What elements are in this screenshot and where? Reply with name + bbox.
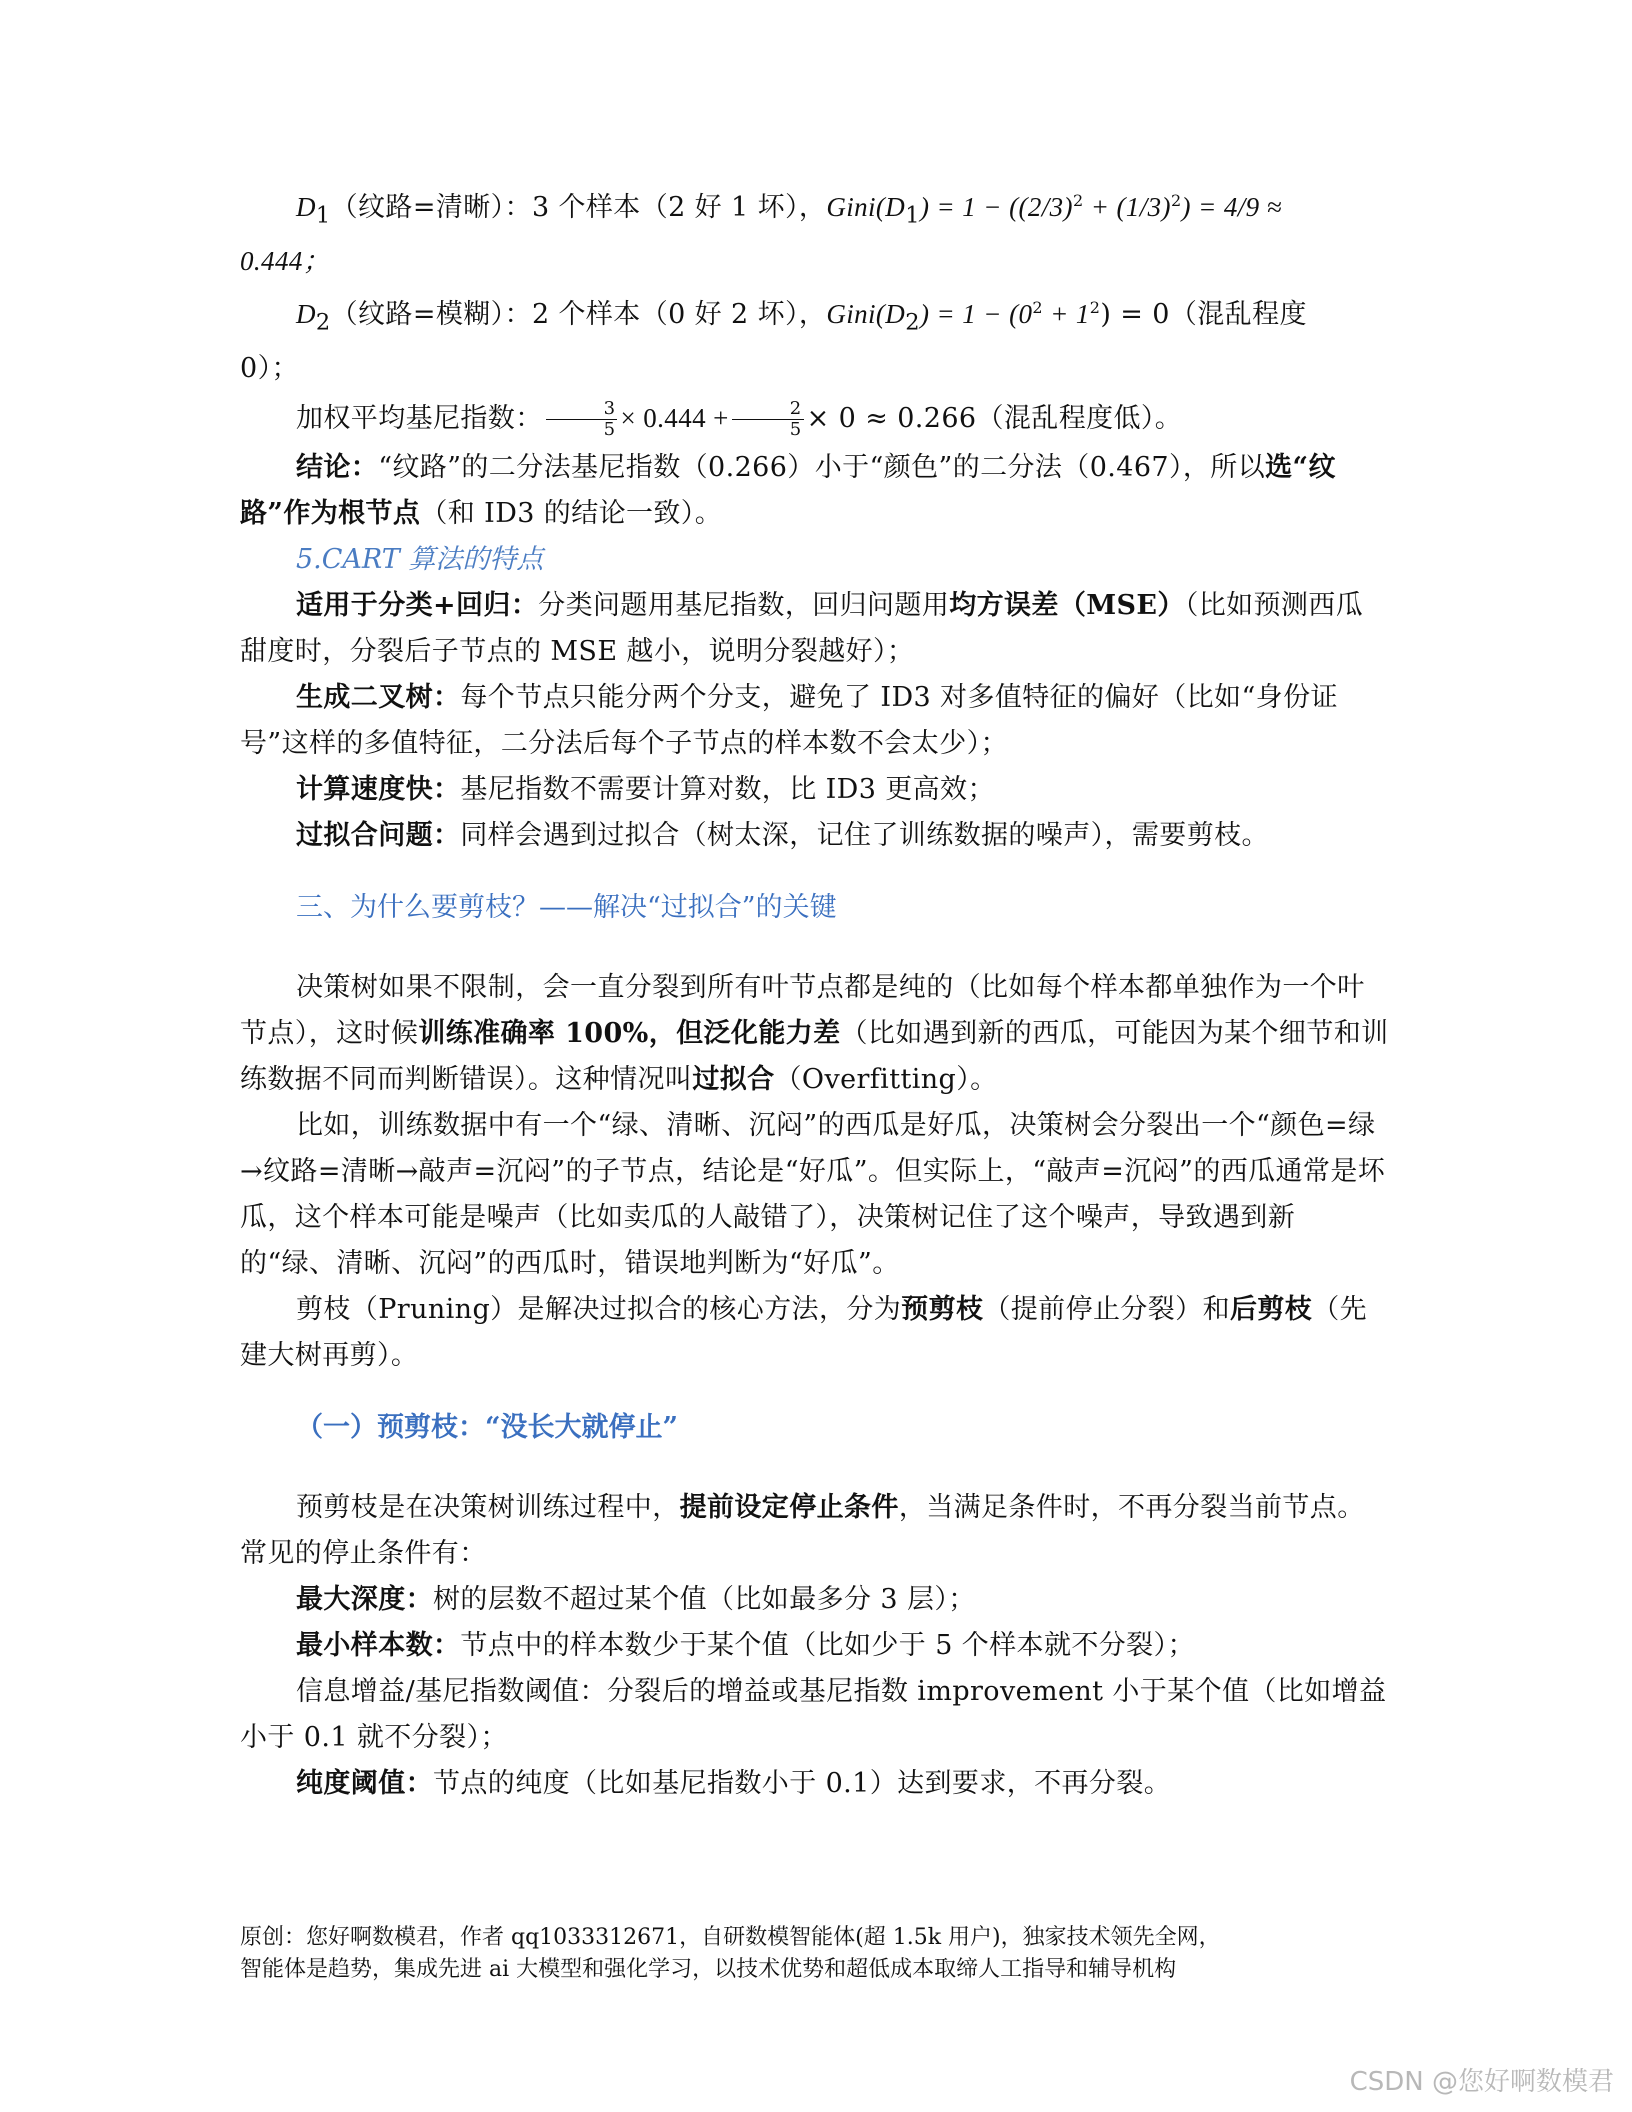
math-text: D [296, 192, 316, 222]
text: 加权平均基尼指数： [296, 402, 543, 434]
condition-item [240, 1577, 1390, 1623]
denominator: 5 [789, 418, 802, 440]
text: 预剪枝是在决策树训练过程中， [296, 1491, 680, 1523]
bold-text: 训练准确率 100%，但泛化能力差 [418, 1017, 841, 1049]
text: （纹路=清晰）：3 个样本（2 好 1 坏）， [330, 192, 827, 223]
text: （先建大树再剪）。 [240, 1293, 1367, 1371]
bold-text: 过拟合 [692, 1063, 775, 1095]
condition-item [240, 1761, 1390, 1807]
math-text: 0.444； [240, 246, 331, 277]
text: 决策树如果不限制，会一直分裂到所有叶节点都是纯的（比如每个样本都单独作为一个叶节点），这时候 [240, 971, 1365, 1049]
subscript: 2 [315, 309, 331, 336]
bold-text: 均方误差（MSE） [949, 589, 1185, 621]
math-text: + (1/3) [1083, 192, 1171, 222]
text: 信息增益/基尼指数阈值：分裂后的增益或基尼指数 improvement 小于某个值（比如增益小于 0.1 就不分裂）； [240, 1675, 1387, 1753]
stop-conditions-list [240, 1577, 1390, 1807]
text: （和 ID3 的结论一致）。 [420, 497, 723, 529]
condition-label: 最大深度： [296, 1583, 433, 1615]
gini-d1-line [240, 178, 1390, 238]
math-text: + 1 [1042, 299, 1090, 330]
text: ，当满足条件时，不再分裂当前节点。常见的停止条件有： [240, 1491, 1365, 1569]
text: ) = 0（混乱程度 [1100, 299, 1307, 331]
condition-label: 最小样本数： [296, 1629, 461, 1661]
feature-item [240, 583, 1390, 675]
math-text: Gini(D [826, 299, 906, 330]
text: 同样会遇到过拟合（树太深，记住了训练数据的噪声），需要剪枝。 [460, 819, 1269, 851]
numerator: 2 [732, 399, 804, 420]
superscript: 2 [1089, 298, 1101, 318]
bold-text: 后剪枝 [1229, 1293, 1313, 1325]
math-text: ) = 4/9 ≈ [1181, 192, 1282, 222]
math-text: ) = 1 − (0 [919, 299, 1033, 330]
text: 基尼指数不需要计算对数，比 ID3 更高效； [460, 773, 995, 805]
text: 节点中的样本数少于某个值（比如少于 5 个样本就不分裂）； [460, 1629, 1195, 1661]
features-list [240, 583, 1390, 859]
feature-item [240, 675, 1390, 767]
watermark: CSDN @您好啊数模君 [1349, 2067, 1614, 2097]
feature-label: 计算速度快： [296, 773, 461, 805]
feature-item [240, 813, 1390, 859]
bold-text: 预剪枝 [901, 1293, 984, 1325]
condition-item [240, 1623, 1390, 1669]
subscript: 1 [905, 202, 920, 229]
text: × 0 ≈ 0.266（混乱程度低）。 [806, 402, 1183, 434]
bold-text: 提前设定停止条件 [679, 1491, 899, 1523]
weighted-average-line [240, 392, 1390, 445]
text: 分类问题用基尼指数，回归问题用 [538, 589, 950, 621]
subscript: 2 [905, 309, 920, 336]
text: （纹路=模糊）：2 个样本（0 好 2 坏）， [330, 299, 827, 331]
condition-label: 纯度阈值： [296, 1767, 433, 1799]
example-paragraph: 比如，训练数据中有一个“绿、清晰、沉闷”的西瓜是好瓜，决策树会分裂出一个“颜色=绿→纹路=清晰→敲声=沉闷”的子节点，结论是“好瓜”。但实际上，“敲声=沉闷”的西瓜通常是坏瓜，这个样本可能是噪声（比如卖瓜的人敲错了），决策树记住了这个噪声，导致遇到新的“绿、清晰、沉闷”的西瓜时，错误地判断为“好瓜”。 [240, 1109, 1386, 1279]
overfitting-paragraph [240, 965, 1390, 1103]
text: “纹路”的二分法基尼指数（0.266）小于“颜色”的二分法（0.467），所以 [378, 451, 1266, 483]
gini-d2-line [240, 285, 1390, 345]
text: 节点的纯度（比如基尼指数小于 0.1）达到要求，不再分裂。 [433, 1767, 1172, 1799]
text: 树的层数不超过某个值（比如最多分 3 层）； [433, 1583, 976, 1615]
text: 剪枝（Pruning）是解决过拟合的核心方法，分为 [296, 1293, 902, 1325]
math-text: D [296, 299, 316, 330]
pre-pruning-heading: （一）预剪枝：“没长大就停止” [296, 1411, 679, 1443]
pruning-paragraph [240, 1287, 1390, 1379]
subscript: 1 [315, 202, 331, 229]
text: （比如预测西瓜甜度时，分裂后子节点的 MSE 越小，说明分裂越好）； [240, 589, 1364, 667]
section-3-heading: 三、为什么要剪枝？——解决“过拟合”的关键 [296, 891, 837, 923]
condition-item [240, 1669, 1390, 1761]
footer-line: 智能体是趋势，集成先进 ai 大模型和强化学习，以技术优势和超低成本取缔人工指导和辅导机构 [240, 1957, 1177, 1982]
feature-label: 适用于分类+回归： [296, 589, 539, 621]
superscript: 2 [1032, 298, 1043, 318]
page-footer [240, 1922, 1390, 1986]
text: （Overfitting）。 [774, 1063, 998, 1095]
superscript: 2 [1170, 191, 1182, 210]
feature-label: 过拟合问题： [296, 819, 461, 851]
feature-label: 生成二叉树： [296, 681, 461, 713]
bold-text: 选“纹路”作为根节点 [240, 451, 1336, 529]
text: 每个节点只能分两个分支，避免了 ID3 对多值特征的偏好（比如“身份证号”这样的多值特征，二分法后每个子节点的样本数不会太少）； [240, 681, 1338, 759]
fraction [732, 399, 804, 440]
gini-d1-line-cont [240, 238, 1390, 285]
text: （提前停止分裂）和 [983, 1293, 1230, 1325]
text: 0）； [240, 352, 299, 384]
denominator: 5 [603, 418, 616, 440]
text: （比如遇到新的西瓜，可能因为某个细节和训练数据不同而判断错误）。这种情况叫 [240, 1017, 1389, 1095]
feature-item [240, 767, 1390, 813]
pre-pruning-paragraph [240, 1485, 1390, 1577]
footer-line: 原创：您好啊数模君，作者 qq1033312671，自研数模智能体(超 1.5k 用户)，独家技术领先全网， [240, 1925, 1221, 1950]
section-5-title: 5.CART 算法的特点 [296, 543, 544, 575]
numerator: 3 [546, 399, 618, 420]
gini-d2-line-cont [240, 346, 1390, 392]
conclusion [240, 445, 1390, 537]
fraction [546, 399, 618, 440]
math-text: Gini(D [826, 192, 906, 222]
conclusion-label: 结论： [296, 451, 379, 483]
math-text: ) = 1 − ((2/3) [919, 192, 1073, 222]
superscript: 2 [1072, 191, 1084, 210]
document-body [240, 178, 1390, 1807]
math-text: × 0.444 + [620, 402, 729, 433]
